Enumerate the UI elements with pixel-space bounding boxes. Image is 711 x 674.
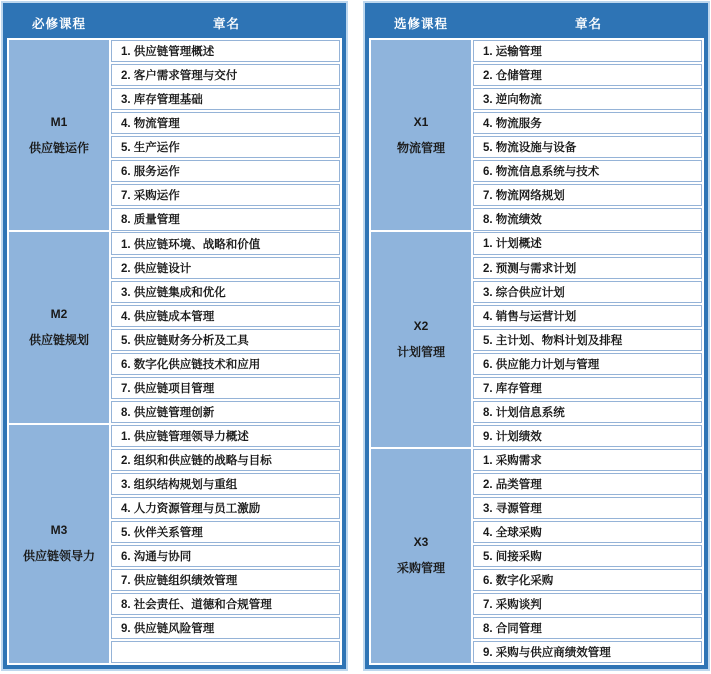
chapter-row: 1. 供应链环境、战略和价值 — [111, 232, 340, 254]
chapter-row: 8. 社会责任、道德和合规管理 — [111, 593, 340, 615]
chapter-row: 5. 伙伴关系管理 — [111, 521, 340, 543]
module-code: M2 — [50, 307, 68, 322]
chapter-row: 2. 客户需求管理与交付 — [111, 64, 340, 86]
chapter-row: 8. 物流绩效 — [473, 208, 702, 230]
chapter-row: 2. 品类管理 — [473, 473, 702, 495]
chapter-row: 6. 数字化供应链技术和应用 — [111, 353, 340, 375]
chapter-row: 2. 预测与需求计划 — [473, 257, 702, 279]
column-header-chapter: 章名 — [574, 16, 602, 31]
module-name: 计划管理 — [396, 345, 445, 360]
chapter-list — [111, 40, 340, 230]
chapter-list — [473, 232, 702, 446]
chapter-list — [111, 232, 340, 422]
module-section-m1 — [9, 40, 340, 230]
module-code: X3 — [413, 535, 429, 550]
column-header-course: 选修课程 — [393, 16, 448, 31]
chapter-row: 3. 供应链集成和优化 — [111, 281, 340, 303]
chapter-row: 3. 库存管理基础 — [111, 88, 340, 110]
chapter-row: 8. 计划信息系统 — [473, 401, 702, 423]
required-table-header — [7, 7, 342, 38]
chapter-row: 6. 沟通与协同 — [111, 545, 340, 567]
module-name: 采购管理 — [396, 561, 445, 576]
empty-row — [111, 641, 340, 663]
chapter-list — [111, 425, 340, 663]
chapter-row: 5. 生产运作 — [111, 136, 340, 158]
chapter-row: 9. 采购与供应商绩效管理 — [473, 641, 702, 663]
module-cell — [371, 40, 471, 230]
module-code: X2 — [413, 319, 429, 334]
elective-courses-table — [365, 3, 708, 669]
chapter-row: 5. 主计划、物料计划及排程 — [473, 329, 702, 351]
chapter-row: 1. 供应链管理领导力概述 — [111, 425, 340, 447]
chapter-row: 7. 供应链项目管理 — [111, 377, 340, 399]
chapter-row: 1. 计划概述 — [473, 232, 702, 254]
chapter-row: 7. 采购谈判 — [473, 593, 702, 615]
chapter-row: 3. 组织结构规划与重组 — [111, 473, 340, 495]
chapter-row: 5. 供应链财务分析及工具 — [111, 329, 340, 351]
chapter-row: 2. 仓储管理 — [473, 64, 702, 86]
module-code: M3 — [50, 523, 68, 538]
chapter-row: 1. 供应链管理概述 — [111, 40, 340, 62]
chapter-row: 3. 综合供应计划 — [473, 281, 702, 303]
required-courses-table — [3, 3, 346, 669]
module-section-x1 — [371, 40, 702, 230]
chapter-row: 1. 运输管理 — [473, 40, 702, 62]
chapter-list — [473, 40, 702, 230]
chapter-row: 7. 库存管理 — [473, 377, 702, 399]
chapter-row: 6. 数字化采购 — [473, 569, 702, 591]
module-cell — [9, 425, 109, 663]
module-name: 供应链运作 — [28, 140, 89, 155]
chapter-row: 6. 服务运作 — [111, 160, 340, 182]
module-cell — [371, 232, 471, 446]
module-code: M1 — [50, 114, 68, 129]
chapter-row: 7. 物流网络规划 — [473, 184, 702, 206]
column-header-course: 必修课程 — [31, 16, 86, 31]
required-table-body — [7, 38, 342, 665]
module-name: 供应链规划 — [28, 333, 89, 348]
chapter-row: 4. 人力资源管理与员工激励 — [111, 497, 340, 519]
chapter-row: 8. 合同管理 — [473, 617, 702, 639]
chapter-row: 8. 质量管理 — [111, 208, 340, 230]
module-code: X1 — [413, 114, 429, 129]
module-section-m3 — [9, 425, 340, 663]
chapter-row: 5. 间接采购 — [473, 545, 702, 567]
module-cell — [371, 449, 471, 663]
chapter-row: 3. 寻源管理 — [473, 497, 702, 519]
chapter-list — [473, 449, 702, 663]
chapter-row: 6. 供应能力计划与管理 — [473, 353, 702, 375]
module-section-x2 — [371, 232, 702, 446]
chapter-row: 2. 供应链设计 — [111, 257, 340, 279]
chapter-row: 4. 供应链成本管理 — [111, 305, 340, 327]
module-name: 物流管理 — [396, 140, 445, 155]
module-cell — [9, 232, 109, 422]
chapter-row: 4. 物流服务 — [473, 112, 702, 134]
chapter-row: 4. 销售与运营计划 — [473, 305, 702, 327]
elective-table-header — [369, 7, 704, 38]
chapter-row: 7. 供应链组织绩效管理 — [111, 569, 340, 591]
chapter-row: 3. 逆向物流 — [473, 88, 702, 110]
elective-table-body — [369, 38, 704, 665]
column-header-chapter: 章名 — [212, 16, 240, 31]
chapter-row: 4. 全球采购 — [473, 521, 702, 543]
chapter-row: 6. 物流信息系统与技术 — [473, 160, 702, 182]
chapter-row: 9. 计划绩效 — [473, 425, 702, 447]
chapter-row: 8. 供应链管理创新 — [111, 401, 340, 423]
chapter-row: 7. 采购运作 — [111, 184, 340, 206]
chapter-row: 4. 物流管理 — [111, 112, 340, 134]
chapter-row: 2. 组织和供应链的战略与目标 — [111, 449, 340, 471]
module-section-x3 — [371, 449, 702, 663]
module-name: 供应链领导力 — [22, 549, 95, 564]
module-section-m2 — [9, 232, 340, 422]
chapter-row: 1. 采购需求 — [473, 449, 702, 471]
module-cell — [9, 40, 109, 230]
chapter-row: 9. 供应链风险管理 — [111, 617, 340, 639]
chapter-row: 5. 物流设施与设备 — [473, 136, 702, 158]
